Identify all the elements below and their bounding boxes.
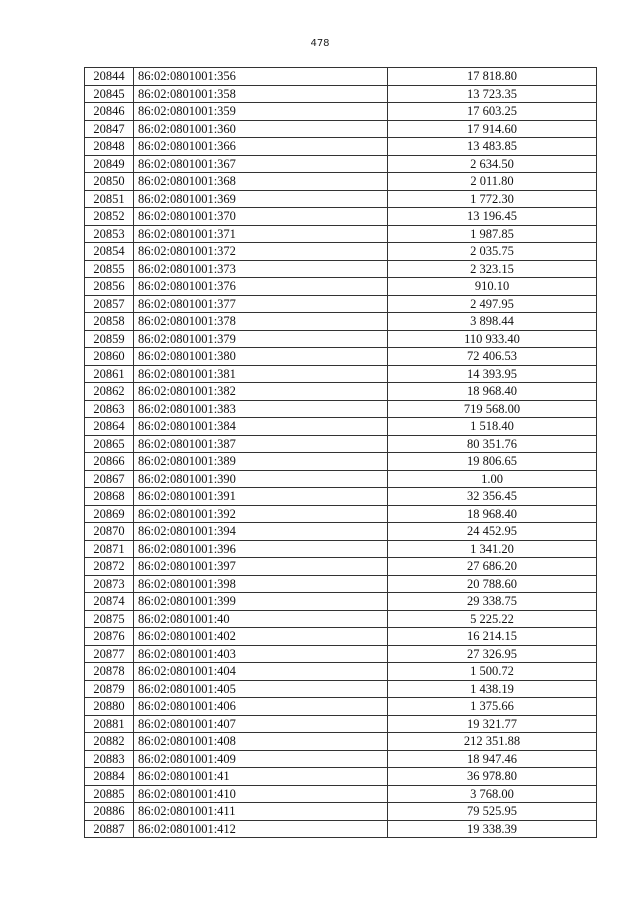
cadastral-value: 17 914.60 (388, 120, 597, 138)
row-number: 20857 (85, 295, 134, 313)
cadastral-number: 86:02:0801001:390 (134, 470, 388, 488)
table-row (85, 103, 597, 121)
cadastral-number: 86:02:0801001:408 (134, 733, 388, 751)
cadastral-number: 86:02:0801001:367 (134, 155, 388, 173)
cadastral-number: 86:02:0801001:387 (134, 435, 388, 453)
cadastral-number: 86:02:0801001:382 (134, 383, 388, 401)
table-row (85, 225, 597, 243)
cadastral-value: 3 768.00 (388, 785, 597, 803)
cadastral-number: 86:02:0801001:379 (134, 330, 388, 348)
cadastral-number: 86:02:0801001:368 (134, 173, 388, 191)
cadastral-value: 17 818.80 (388, 68, 597, 86)
cadastral-number: 86:02:0801001:369 (134, 190, 388, 208)
table-row (85, 663, 597, 681)
row-number: 20872 (85, 558, 134, 576)
row-number: 20866 (85, 453, 134, 471)
row-number: 20844 (85, 68, 134, 86)
row-number: 20875 (85, 610, 134, 628)
table-row (85, 68, 597, 86)
row-number: 20853 (85, 225, 134, 243)
cadastral-number: 86:02:0801001:396 (134, 540, 388, 558)
table-row (85, 120, 597, 138)
row-number: 20856 (85, 278, 134, 296)
table-row (85, 505, 597, 523)
cadastral-value: 36 978.80 (388, 768, 597, 786)
cadastral-value: 18 968.40 (388, 383, 597, 401)
cadastral-number: 86:02:0801001:399 (134, 593, 388, 611)
cadastral-value: 13 196.45 (388, 208, 597, 226)
row-number: 20849 (85, 155, 134, 173)
row-number: 20855 (85, 260, 134, 278)
row-number: 20882 (85, 733, 134, 751)
cadastral-value: 29 338.75 (388, 593, 597, 611)
cadastral-value: 1 500.72 (388, 663, 597, 681)
cadastral-value: 16 214.15 (388, 628, 597, 646)
row-number: 20865 (85, 435, 134, 453)
cadastral-number: 86:02:0801001:402 (134, 628, 388, 646)
row-number: 20858 (85, 313, 134, 331)
table-row (85, 523, 597, 541)
cadastral-value: 212 351.88 (388, 733, 597, 751)
table-row (85, 645, 597, 663)
cadastral-number: 86:02:0801001:360 (134, 120, 388, 138)
row-number: 20862 (85, 383, 134, 401)
cadastral-value: 79 525.95 (388, 803, 597, 821)
row-number: 20863 (85, 400, 134, 418)
cadastral-value: 17 603.25 (388, 103, 597, 121)
table-row (85, 680, 597, 698)
cadastral-value: 1 341.20 (388, 540, 597, 558)
table-row (85, 803, 597, 821)
cadastral-value: 24 452.95 (388, 523, 597, 541)
cadastral-number: 86:02:0801001:371 (134, 225, 388, 243)
table-row (85, 575, 597, 593)
table-row (85, 330, 597, 348)
cadastral-number: 86:02:0801001:405 (134, 680, 388, 698)
row-number: 20885 (85, 785, 134, 803)
cadastral-number: 86:02:0801001:410 (134, 785, 388, 803)
cadastral-number: 86:02:0801001:381 (134, 365, 388, 383)
cadastral-value: 2 011.80 (388, 173, 597, 191)
cadastral-number: 86:02:0801001:398 (134, 575, 388, 593)
cadastral-value: 1 375.66 (388, 698, 597, 716)
table-row (85, 768, 597, 786)
table-row (85, 593, 597, 611)
cadastral-number: 86:02:0801001:366 (134, 138, 388, 156)
table-row (85, 173, 597, 191)
table-row (85, 243, 597, 261)
cadastral-number: 86:02:0801001:356 (134, 68, 388, 86)
row-number: 20852 (85, 208, 134, 226)
cadastral-value: 2 323.15 (388, 260, 597, 278)
table-row (85, 785, 597, 803)
row-number: 20851 (85, 190, 134, 208)
row-number: 20854 (85, 243, 134, 261)
table-row (85, 208, 597, 226)
cadastral-value: 13 723.35 (388, 85, 597, 103)
cadastral-number: 86:02:0801001:397 (134, 558, 388, 576)
cadastral-number: 86:02:0801001:391 (134, 488, 388, 506)
cadastral-value: 1.00 (388, 470, 597, 488)
cadastral-value: 1 438.19 (388, 680, 597, 698)
cadastral-value: 27 686.20 (388, 558, 597, 576)
cadastral-value: 19 806.65 (388, 453, 597, 471)
cadastral-value: 14 393.95 (388, 365, 597, 383)
cadastral-number: 86:02:0801001:406 (134, 698, 388, 716)
table-row (85, 558, 597, 576)
cadastral-value: 5 225.22 (388, 610, 597, 628)
cadastral-number: 86:02:0801001:392 (134, 505, 388, 523)
table-row (85, 750, 597, 768)
table-row (85, 348, 597, 366)
table-row (85, 400, 597, 418)
table-row (85, 820, 597, 838)
table-row (85, 698, 597, 716)
table-row (85, 190, 597, 208)
cadastral-value: 19 338.39 (388, 820, 597, 838)
table-row (85, 628, 597, 646)
table-row (85, 155, 597, 173)
cadastral-value: 110 933.40 (388, 330, 597, 348)
cadastral-number: 86:02:0801001:411 (134, 803, 388, 821)
cadastral-value: 80 351.76 (388, 435, 597, 453)
cadastral-value: 2 035.75 (388, 243, 597, 261)
row-number: 20869 (85, 505, 134, 523)
cadastral-value: 1 772.30 (388, 190, 597, 208)
row-number: 20871 (85, 540, 134, 558)
table-row (85, 610, 597, 628)
table-row (85, 540, 597, 558)
cadastral-number: 86:02:0801001:372 (134, 243, 388, 261)
row-number: 20861 (85, 365, 134, 383)
table-row (85, 733, 597, 751)
row-number: 20887 (85, 820, 134, 838)
cadastral-number: 86:02:0801001:378 (134, 313, 388, 331)
cadastral-value: 1 518.40 (388, 418, 597, 436)
row-number: 20867 (85, 470, 134, 488)
cadastral-value: 72 406.53 (388, 348, 597, 366)
table-row (85, 85, 597, 103)
cadastral-number: 86:02:0801001:412 (134, 820, 388, 838)
cadastral-number: 86:02:0801001:40 (134, 610, 388, 628)
cadastral-value: 13 483.85 (388, 138, 597, 156)
cadastral-number: 86:02:0801001:407 (134, 715, 388, 733)
row-number: 20850 (85, 173, 134, 191)
table-row (85, 278, 597, 296)
cadastral-value: 1 987.85 (388, 225, 597, 243)
row-number: 20880 (85, 698, 134, 716)
cadastral-value: 18 947.46 (388, 750, 597, 768)
table-row (85, 365, 597, 383)
cadastral-value: 3 898.44 (388, 313, 597, 331)
cadastral-number: 86:02:0801001:376 (134, 278, 388, 296)
table-row (85, 715, 597, 733)
row-number: 20877 (85, 645, 134, 663)
page-number: 478 (310, 38, 330, 49)
cadastral-number: 86:02:0801001:409 (134, 750, 388, 768)
cadastral-table (84, 67, 597, 838)
cadastral-number: 86:02:0801001:383 (134, 400, 388, 418)
cadastral-value: 19 321.77 (388, 715, 597, 733)
cadastral-number: 86:02:0801001:394 (134, 523, 388, 541)
table-row (85, 295, 597, 313)
row-number: 20868 (85, 488, 134, 506)
row-number: 20846 (85, 103, 134, 121)
table-row (85, 138, 597, 156)
cadastral-value: 20 788.60 (388, 575, 597, 593)
cadastral-value: 2 634.50 (388, 155, 597, 173)
row-number: 20883 (85, 750, 134, 768)
row-number: 20860 (85, 348, 134, 366)
row-number: 20874 (85, 593, 134, 611)
table-body (85, 68, 597, 838)
cadastral-number: 86:02:0801001:377 (134, 295, 388, 313)
cadastral-number: 86:02:0801001:359 (134, 103, 388, 121)
table-row (85, 488, 597, 506)
row-number: 20876 (85, 628, 134, 646)
row-number: 20847 (85, 120, 134, 138)
cadastral-number: 86:02:0801001:373 (134, 260, 388, 278)
cadastral-number: 86:02:0801001:370 (134, 208, 388, 226)
cadastral-value: 32 356.45 (388, 488, 597, 506)
table-row (85, 260, 597, 278)
row-number: 20864 (85, 418, 134, 436)
row-number: 20873 (85, 575, 134, 593)
cadastral-number: 86:02:0801001:380 (134, 348, 388, 366)
cadastral-value: 719 568.00 (388, 400, 597, 418)
cadastral-number: 86:02:0801001:404 (134, 663, 388, 681)
row-number: 20879 (85, 680, 134, 698)
cadastral-value: 18 968.40 (388, 505, 597, 523)
cadastral-number: 86:02:0801001:403 (134, 645, 388, 663)
cadastral-value: 2 497.95 (388, 295, 597, 313)
cadastral-value: 910.10 (388, 278, 597, 296)
row-number: 20870 (85, 523, 134, 541)
cadastral-number: 86:02:0801001:389 (134, 453, 388, 471)
table-row (85, 383, 597, 401)
cadastral-number: 86:02:0801001:384 (134, 418, 388, 436)
table-row (85, 453, 597, 471)
table-row (85, 418, 597, 436)
row-number: 20878 (85, 663, 134, 681)
row-number: 20881 (85, 715, 134, 733)
row-number: 20848 (85, 138, 134, 156)
cadastral-value: 27 326.95 (388, 645, 597, 663)
row-number: 20886 (85, 803, 134, 821)
row-number: 20845 (85, 85, 134, 103)
table-row (85, 470, 597, 488)
cadastral-number: 86:02:0801001:41 (134, 768, 388, 786)
row-number: 20884 (85, 768, 134, 786)
row-number: 20859 (85, 330, 134, 348)
table-row (85, 435, 597, 453)
table-row (85, 313, 597, 331)
cadastral-number: 86:02:0801001:358 (134, 85, 388, 103)
